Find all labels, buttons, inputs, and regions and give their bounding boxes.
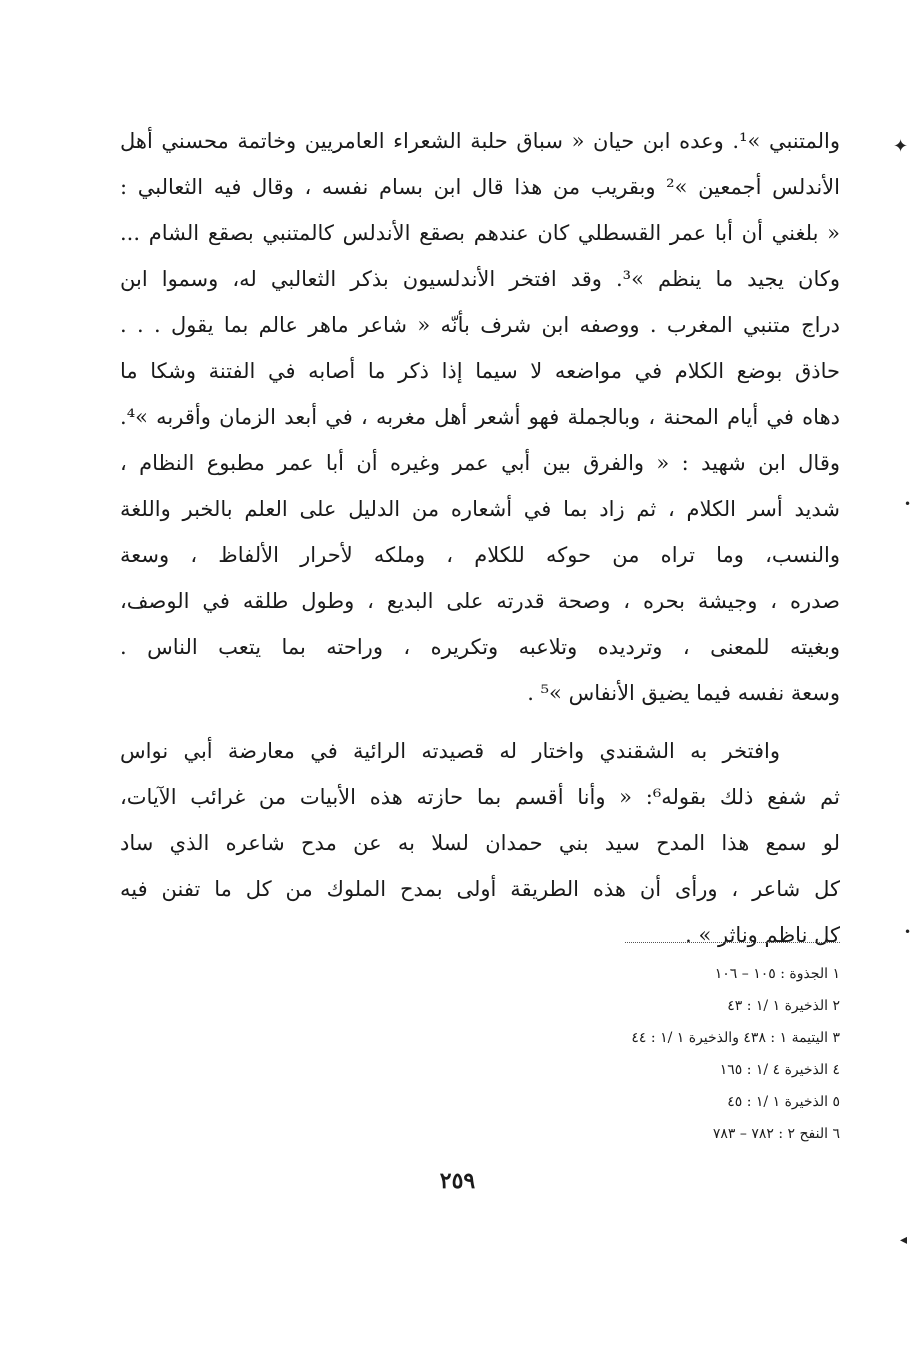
text-line: حاذق بوضع الكلام في مواضعه لا سيما إذا ذكر ما أصابه في الفتنة وشكا ما	[120, 359, 840, 383]
text-line: وسعة نفسه فيما يضيق الأنفاس »⁵ .	[527, 681, 840, 705]
text-line: كل شاعر ، ورأى أن هذه الطريقة أولى بمدح الملوك من كل ما تفنن فيه	[120, 877, 840, 901]
arrow-mark-icon: ◂	[900, 1232, 908, 1248]
text-line: الأندلس أجمعين »² وبقريب من هذا قال ابن بسام نفسه ، وقال فيه الثعالبي :	[120, 175, 840, 199]
footnote: ٥ الذخيرة ١ /١ : ٤٥	[727, 1094, 840, 1110]
footnote: ١ الجذوة : ١٠٥ – ١٠٦	[714, 966, 840, 982]
text-line: وافتخر به الشقندي واختار له قصيدته الرائية في معارضة أبي نواس	[120, 739, 780, 763]
footnote: ٢ الذخيرة ١ /١ : ٤٣	[727, 998, 840, 1014]
text-line: وبغيته للمعنى ، وترديده وتلاعبه وتكريره ، وراحته بما يتعب الناس .	[120, 635, 840, 659]
text-line: وكان يجيد ما ينظم »³. وقد افتخر الأندلسيون بذكر الثعالبي له، وسموا ابن	[120, 267, 840, 291]
footnote: ٤ الذخيرة ٤ /١ : ١٦٥	[719, 1062, 840, 1078]
footnote: ٦ النفح ٢ : ٧٨٢ – ٧٨٣	[712, 1126, 840, 1142]
dot-mark-icon: •	[904, 925, 912, 939]
footnote: ٣ اليتيمة ١ : ٤٣٨ والذخيرة ١ /١ : ٤٤	[631, 1030, 840, 1046]
footnote-divider	[625, 942, 840, 943]
text-line: دهاه في أيام المحنة ، وبالجملة فهو أشعر أهل مغربه ، في أبعد الزمان وأقربه »⁴.	[120, 405, 840, 429]
dot-mark-icon: •	[904, 497, 912, 511]
text-line: لو سمع هذا المدح سيد بني حمدان لسلا به عن مدح شاعره الذي ساد	[120, 831, 840, 855]
text-line: والنسب، وما تراه من حوكه للكلام ، وملكه لأحرار الألفاظ ، وسعة	[120, 543, 840, 567]
text-line: كل ناظم وناثر » .	[685, 923, 840, 947]
main-text	[120, 118, 840, 958]
star-mark-icon: ✦	[893, 136, 909, 157]
footnotes	[440, 958, 840, 1150]
text-line: ثم شفع ذلك بقوله⁶: « وأنا أقسم بما حازته هذه الأبيات من غرائب الآيات،	[120, 785, 840, 809]
text-line: « بلغني أن أبا عمر القسطلي كان عندهم بصقع الأندلس كالمتنبي بصقع الشام ...	[120, 221, 840, 245]
text-line: صدره ، وجيشة بحره ، وصحة قدرته على البديع ، وطول طلقه في الوصف،	[120, 589, 840, 613]
text-line: شديد أسر الكلام ، ثم زاد بما في أشعاره من الدليل على العلم بالخبر واللغة	[120, 497, 840, 521]
paragraph-gap	[120, 716, 840, 728]
text-line: دراج متنبي المغرب . ووصفه ابن شرف بأنّه « شاعر ماهر عالم بما يقول . . .	[120, 313, 840, 337]
text-line: وقال ابن شهيد : « والفرق بين أبي عمر وغيره أن أبا عمر مطبوع النظام ،	[120, 451, 840, 475]
text-line: والمتنبي »¹. وعده ابن حيان « سباق حلبة الشعراء العامريين وخاتمة محسني أهل	[120, 129, 840, 153]
page-number: ٢٥٩	[439, 1168, 476, 1194]
